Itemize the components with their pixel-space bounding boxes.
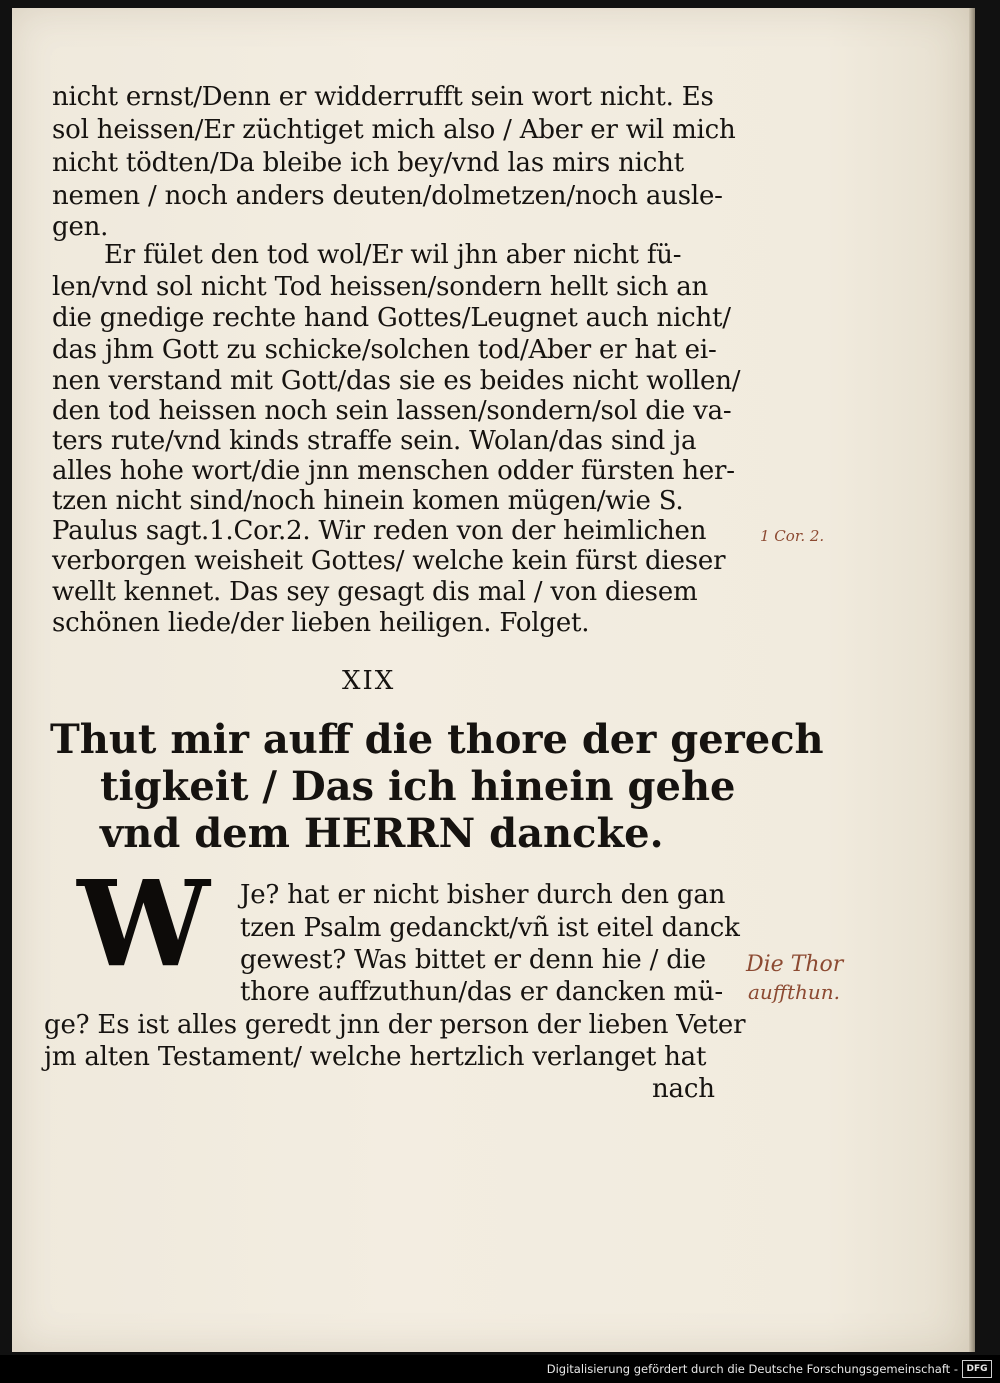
text-line: die gnedige rechte hand Gottes/Leugnet auch nicht/ [52, 303, 731, 333]
text-line: verborgen weisheit Gottes/ welche kein fürst dieser [52, 546, 726, 576]
text-line: nicht tödten/Da bleibe ich bey/vnd las mirs nicht [52, 148, 684, 178]
text-line: den tod heissen noch sein lassen/sondern/sol die va- [52, 396, 732, 426]
text-line: sol heissen/Er züchtiget mich also / Aber er wil mich [52, 115, 736, 145]
text-line: Je? hat er nicht bisher durch den gan [240, 880, 726, 910]
text-line: nemen / noch anders deuten/dolmetzen/noch ausle- [52, 181, 723, 211]
text-line: gen. [52, 212, 109, 242]
text-line: das jhm Gott zu schicke/solchen tod/Aber er hat ei- [52, 335, 717, 365]
text-line: ge? Es ist alles geredt jnn der person der lieben Veter [44, 1010, 746, 1040]
page-edge [969, 8, 975, 1352]
text-line: ters rute/vnd kinds straffe sein. Wolan/das sind ja [52, 426, 697, 456]
funding-notice: Digitalisierung gefördert durch die Deutsche Forschungsgemeinschaft - [546, 1362, 958, 1376]
text-line: nen verstand mit Gott/das sie es beides nicht wollen/ [52, 366, 741, 396]
margin-note-reference: 1 Cor. 2. [760, 527, 825, 545]
heading-line: Thut mir auff die thore der gerech [50, 716, 824, 763]
section-number: XIX [342, 666, 396, 696]
footer-bar [0, 1355, 1000, 1383]
text-line: Er fület den tod wol/Er wil jhn aber nicht fü- [104, 240, 682, 270]
heading-line: vnd dem HERRN dancke. [100, 810, 664, 857]
decorated-initial: W [77, 854, 204, 993]
text-line: jm alten Testament/ welche hertzlich verlanget hat [44, 1042, 707, 1072]
text-line: nicht ernst/Denn er widderrufft sein wort nicht. Es [52, 82, 714, 112]
heading-line: tigkeit / Das ich hinein gehe [100, 763, 736, 810]
margin-note-handwritten: Die Thor [746, 952, 844, 977]
text-line: tzen nicht sind/noch hinein komen mügen/wie S. [52, 486, 684, 516]
text-line: thore auffzuthun/das er dancken mü- [240, 977, 723, 1007]
text-line: schönen liede/der lieben heiligen. Folget. [52, 608, 590, 638]
text-line: Paulus sagt.1.Cor.2. Wir reden von der heimlichen [52, 516, 707, 546]
text-line: alles hohe wort/die jnn menschen odder fürsten her- [52, 456, 735, 486]
dfg-logo: DFG [962, 1360, 992, 1378]
text-line: wellt kennet. Das sey gesagt dis mal / von diesem [52, 577, 698, 607]
text-line: gewest? Was bittet er denn hie / die [240, 945, 706, 975]
margin-note-handwritten: auffthun. [748, 980, 841, 1004]
catchword: nach [652, 1074, 715, 1104]
text-line: len/vnd sol nicht Tod heissen/sondern hellt sich an [52, 272, 709, 302]
text-line: tzen Psalm gedanckt/vñ ist eitel danck [240, 913, 740, 943]
